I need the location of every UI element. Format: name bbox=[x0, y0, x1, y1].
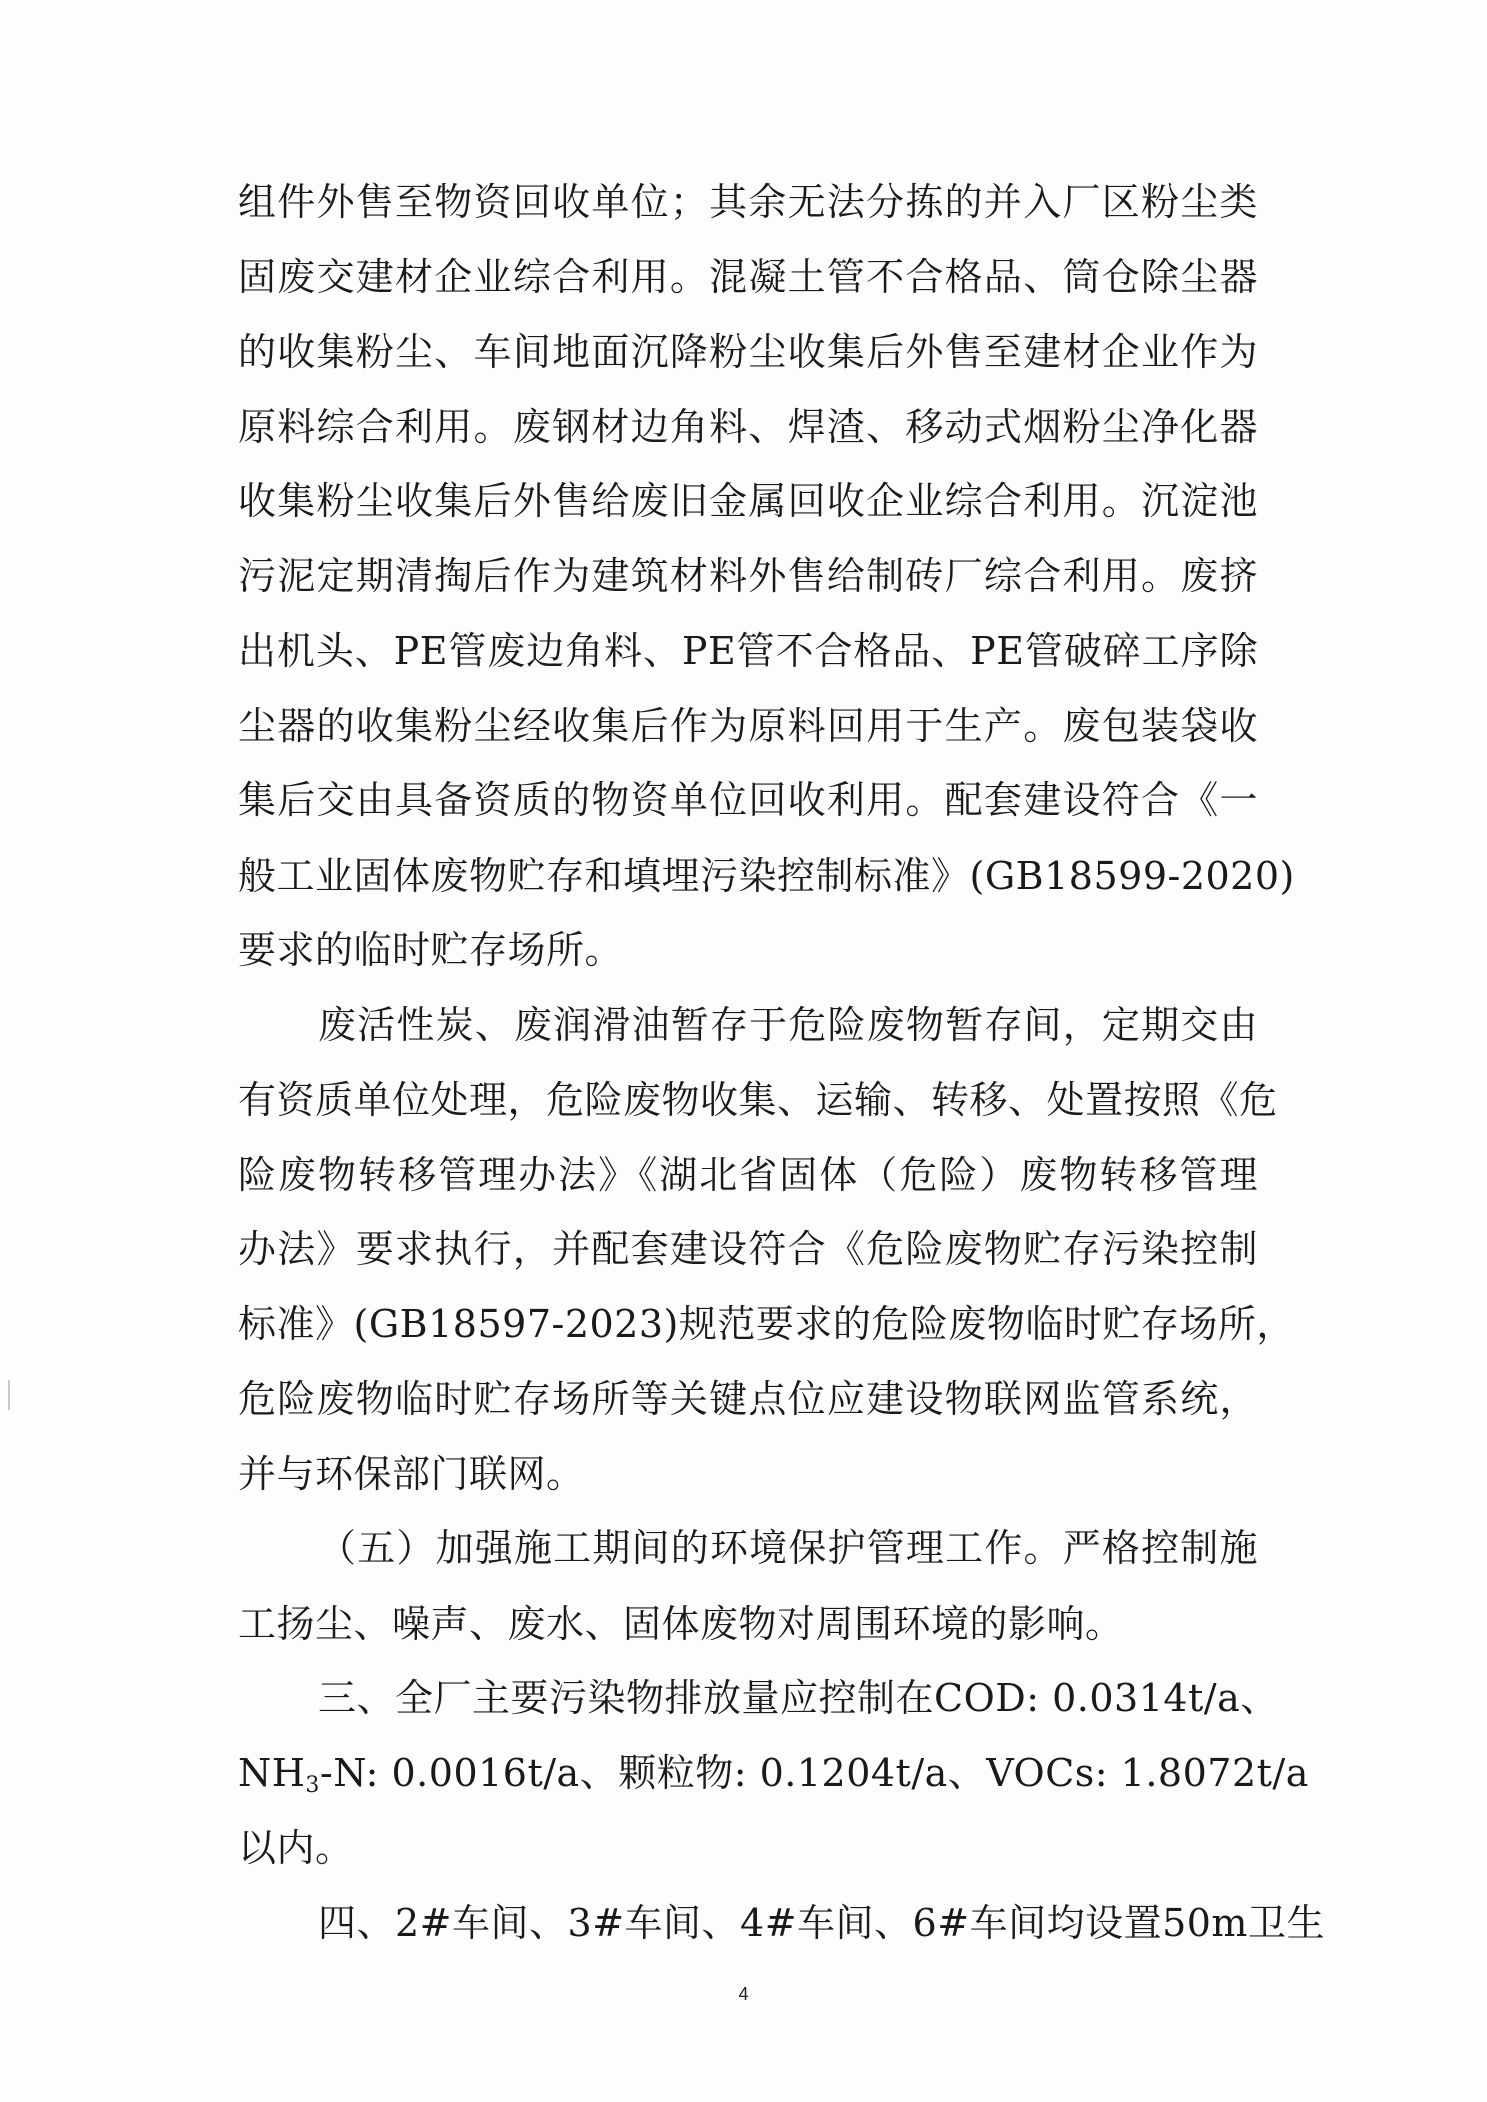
paragraph-2-line-1: 废活性炭、废润滑油暂存于危险废物暂存间，定期交由 bbox=[318, 1003, 1258, 1047]
paragraph-1-line-7: 出机头、PE管废边角料、PE管不合格品、PE管破碎工序除 bbox=[238, 629, 1258, 673]
paragraph-4-line-2 bbox=[238, 1736, 1309, 1811]
paragraph-2-line-5: 标准》(GB18597-2023)规范要求的危险废物临时贮存场所， bbox=[238, 1302, 1295, 1346]
paragraph-2-line-4: 办法》要求执行，并配套建设符合《危险废物贮存污染控制 bbox=[238, 1227, 1258, 1271]
paragraph-1-line-2: 固废交建材企业综合利用。混凝土管不合格品、筒仓除尘器 bbox=[238, 255, 1258, 299]
paragraph-1-line-8: 尘器的收集粉尘经收集后作为原料回用于生产。废包装袋收 bbox=[238, 704, 1258, 748]
paragraph-4-line-1: 三、全厂主要污染物排放量应控制在COD: 0.0314t/a、 bbox=[318, 1676, 1279, 1720]
page-number: 4 bbox=[738, 1984, 749, 2004]
paragraph-5-line-1: 四、2#车间、3#车间、4#车间、6#车间均设置50m卫生 bbox=[318, 1901, 1325, 1945]
paragraph-1-line-3: 的收集粉尘、车间地面沉降粉尘收集后外售至建材企业作为 bbox=[238, 330, 1258, 374]
paragraph-1-line-9: 集后交由具备资质的物资单位回收利用。配套建设符合《一 bbox=[238, 778, 1258, 822]
paragraph-2-line-3: 险废物转移管理办法》《湖北省固体（危险）废物转移管理 bbox=[238, 1153, 1258, 1197]
paragraph-2-line-7: 并与环保部门联网。 bbox=[238, 1452, 585, 1496]
paragraph-3-line-2: 工扬尘、噪声、废水、固体废物对周围环境的影响。 bbox=[238, 1602, 1124, 1646]
paragraph-1-line-10: 般工业固体废物贮存和填埋污染控制标准》(GB18599-2020) bbox=[238, 854, 1295, 898]
paragraph-1-line-1: 组件外售至物资回收单位；其余无法分拣的并入厂区粉尘类 bbox=[238, 180, 1258, 224]
paragraph-1-line-6: 污泥定期清掏后作为建筑材料外售给制砖厂综合利用。废挤 bbox=[238, 554, 1258, 598]
nh3-rest: -N: 0.0016t/a、颗粒物: 0.1204t/a、VOCs: 1.8072t/a bbox=[319, 1751, 1309, 1795]
nh3-prefix: NH bbox=[238, 1751, 306, 1795]
scan-artifact bbox=[8, 1380, 10, 1410]
paragraph-1-line-4: 原料综合利用。废钢材边角料、焊渣、移动式烟粉尘净化器 bbox=[238, 405, 1258, 449]
nh3-subscript: 3 bbox=[305, 1773, 320, 1798]
paragraph-1-line-5: 收集粉尘收集后外售给废旧金属回收企业综合利用。沉淀池 bbox=[238, 479, 1258, 523]
paragraph-1-line-11: 要求的临时贮存场所。 bbox=[238, 928, 624, 972]
paragraph-2-line-2: 有资质单位处理，危险废物收集、运输、转移、处置按照《危 bbox=[238, 1078, 1278, 1122]
paragraph-2-line-6: 危险废物临时贮存场所等关键点位应建设物联网监管系统， bbox=[238, 1377, 1258, 1421]
paragraph-3-line-1: （五）加强施工期间的环境保护管理工作。严格控制施 bbox=[318, 1526, 1258, 1570]
paragraph-4-line-3: 以内。 bbox=[238, 1826, 354, 1870]
